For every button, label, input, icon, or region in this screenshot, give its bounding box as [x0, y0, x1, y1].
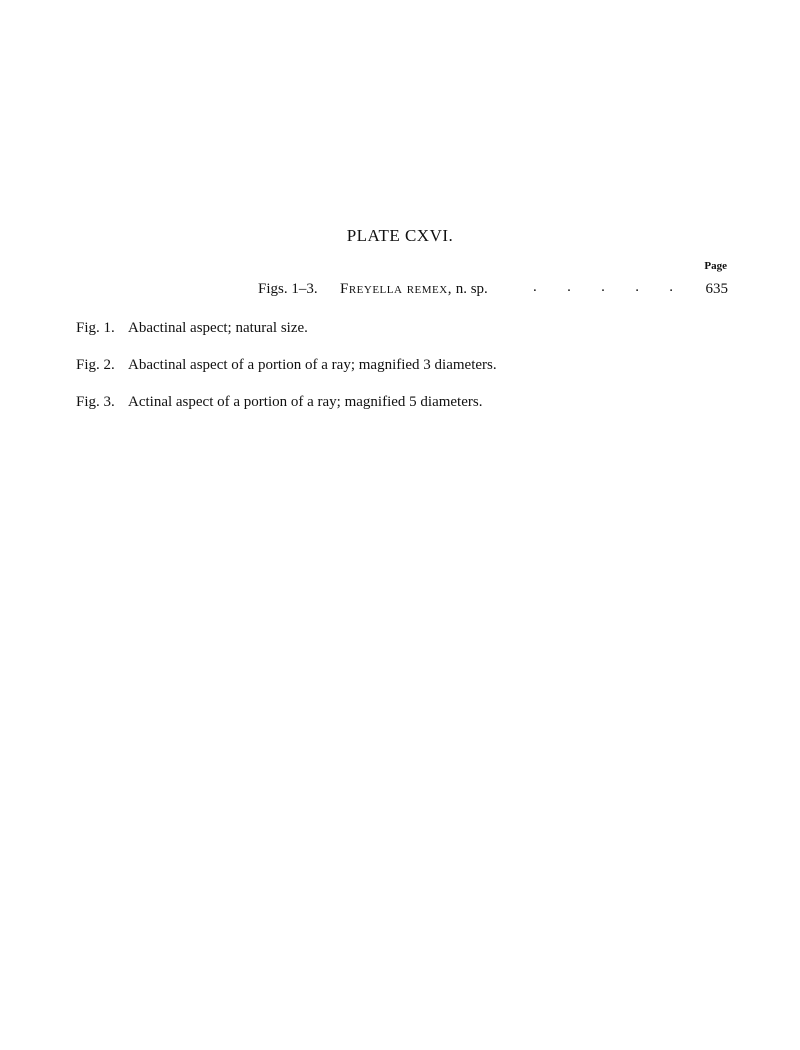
page-column-label: Page [704, 260, 727, 272]
dot-leaders [533, 279, 673, 296]
species-name-group [340, 281, 488, 298]
figure-label: Fig. 3. [76, 394, 115, 410]
leader-dot: . [669, 279, 673, 295]
leader-dot: . [533, 279, 537, 295]
figure-caption-list [76, 320, 726, 431]
figure-caption [76, 357, 726, 394]
leader-dot: . [567, 279, 571, 295]
figure-label: Fig. 1. [76, 320, 115, 336]
leader-dot: . [635, 279, 639, 295]
figure-caption [76, 320, 726, 357]
species-name: Freyella remex, [340, 281, 452, 297]
figure-caption-text: Abactinal aspect of a portion of a ray; magnified 3 diameters. [128, 357, 497, 373]
leader-dot: . [601, 279, 605, 295]
figs-reference: Figs. 1–3. [258, 281, 318, 297]
figure-caption-text: Actinal aspect of a portion of a ray; magnified 5 diameters. [128, 394, 483, 410]
figure-label: Fig. 2. [76, 357, 115, 373]
species-entry [258, 281, 728, 303]
page-number: 635 [705, 281, 728, 297]
plate-title: PLATE CXVI. [346, 226, 454, 245]
figure-caption [76, 394, 726, 431]
figure-caption-text: Abactinal aspect; natural size. [128, 320, 308, 336]
species-suffix: n. sp. [455, 281, 488, 297]
